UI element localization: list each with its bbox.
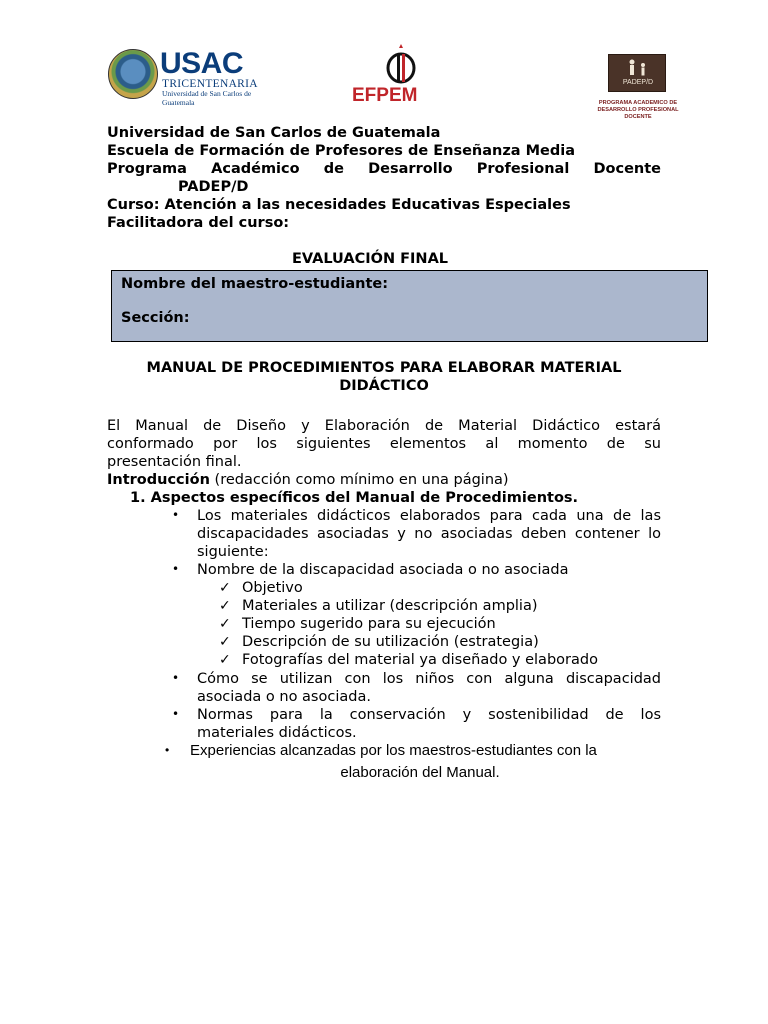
padep-caption-line1: PROGRAMA ACADEMICO DE xyxy=(598,100,678,106)
checkmark-icon: ✓ xyxy=(219,652,231,668)
padep-emblem xyxy=(608,54,666,92)
usac-logo xyxy=(108,47,268,107)
check-item-3: Tiempo sugerido para su ejecución xyxy=(242,616,496,632)
bullet-1-line3: siguiente: xyxy=(197,544,269,560)
padep-logo xyxy=(592,54,684,120)
padep-caption-line2: DESARROLLO PROFESIONAL DOCENTE xyxy=(597,107,679,120)
header-program: Programa Académico de Desarrollo Profesional Docente xyxy=(107,161,661,177)
student-info-box xyxy=(111,270,708,342)
checkmark-icon: ✓ xyxy=(219,598,231,614)
bullet-3-line1: Cómo se utilizan con los niños con alguna discapacidad xyxy=(197,671,661,687)
padep-emblem-text: PADEP/D xyxy=(622,79,654,86)
intro-paragraph-line1: El Manual de Diseño y Elaboración de Material Didáctico estará xyxy=(107,418,661,434)
bullet-3-line2: asociada o no asociada. xyxy=(197,689,371,705)
introduccion-label: Introducción xyxy=(107,472,210,488)
introduccion-note: (redacción como mínimo en una página) xyxy=(209,472,509,488)
check-item-5: Fotografías del material ya diseñado y elaborado xyxy=(242,652,598,668)
efpem-logo-name: EFPEM xyxy=(352,85,418,106)
intro-paragraph-line2: conformado por los siguientes elementos al momento de su xyxy=(107,436,661,452)
student-name-label: Nombre del maestro-estudiante: xyxy=(121,276,389,292)
intro-paragraph-line3: presentación final. xyxy=(107,454,242,470)
numbered-item-1: 1. Aspectos específicos del Manual de Procedimientos. xyxy=(130,490,579,506)
bullet-marker: • xyxy=(172,508,180,522)
check-item-2: Materiales a utilizar (descripción amplia) xyxy=(242,598,538,614)
bullet-marker: • xyxy=(172,562,180,576)
checkmark-icon: ✓ xyxy=(219,580,231,596)
check-item-1: Objetivo xyxy=(242,580,303,596)
people-icon xyxy=(623,58,653,78)
last-bullet-line1: Experiencias alcanzadas por los maestros-estudiantes con la xyxy=(190,742,597,759)
checkmark-icon: ✓ xyxy=(219,616,231,632)
efpem-logo xyxy=(350,44,450,108)
introduccion-line xyxy=(107,471,661,489)
usac-seal-icon xyxy=(108,49,158,99)
efpem-emblem-icon xyxy=(380,44,422,84)
bullet-marker: • xyxy=(172,707,180,721)
header-facilitator: Facilitadora del curso: xyxy=(107,215,290,231)
bullet-2-line1: Nombre de la discapacidad asociada o no asociada xyxy=(197,562,569,578)
usac-logo-name: USAC xyxy=(160,47,244,80)
evaluation-title: EVALUACIÓN FINAL xyxy=(291,251,449,267)
bullet-1-line2: discapacidades asociadas y no asociadas deben contener lo xyxy=(197,526,661,542)
bullet-marker: • xyxy=(165,743,170,757)
manual-title-line1: MANUAL DE PROCEDIMIENTOS PARA ELABORAR MATERIAL xyxy=(146,360,622,376)
bullet-1-line1: Los materiales didácticos elaborados para cada una de las xyxy=(197,508,661,524)
manual-title-line2: DIDÁCTICO xyxy=(339,378,429,394)
header-program-acronym: PADEP/D xyxy=(178,179,249,195)
bullet-marker: • xyxy=(172,671,180,685)
bullet-4-line1: Normas para la conservación y sostenibilidad de los xyxy=(197,707,661,723)
header-course: Curso: Atención a las necesidades Educativas Especiales xyxy=(107,197,571,213)
check-item-4: Descripción de su utilización (estrategia) xyxy=(242,634,539,650)
usac-logo-subtitle: Universidad de San Carlos de Guatemala xyxy=(162,89,252,107)
header-school: Escuela de Formación de Profesores de Enseñanza Media xyxy=(107,143,576,159)
section-label: Sección: xyxy=(121,310,190,326)
padep-caption xyxy=(592,100,684,121)
bullet-4-line2: materiales didácticos. xyxy=(197,725,357,741)
usac-logo-tagline: TRICENTENARIA xyxy=(162,78,258,90)
header-university: Universidad de San Carlos de Guatemala xyxy=(107,125,441,141)
checkmark-icon: ✓ xyxy=(219,634,231,650)
last-bullet-line2: elaboración del Manual. xyxy=(340,764,500,781)
